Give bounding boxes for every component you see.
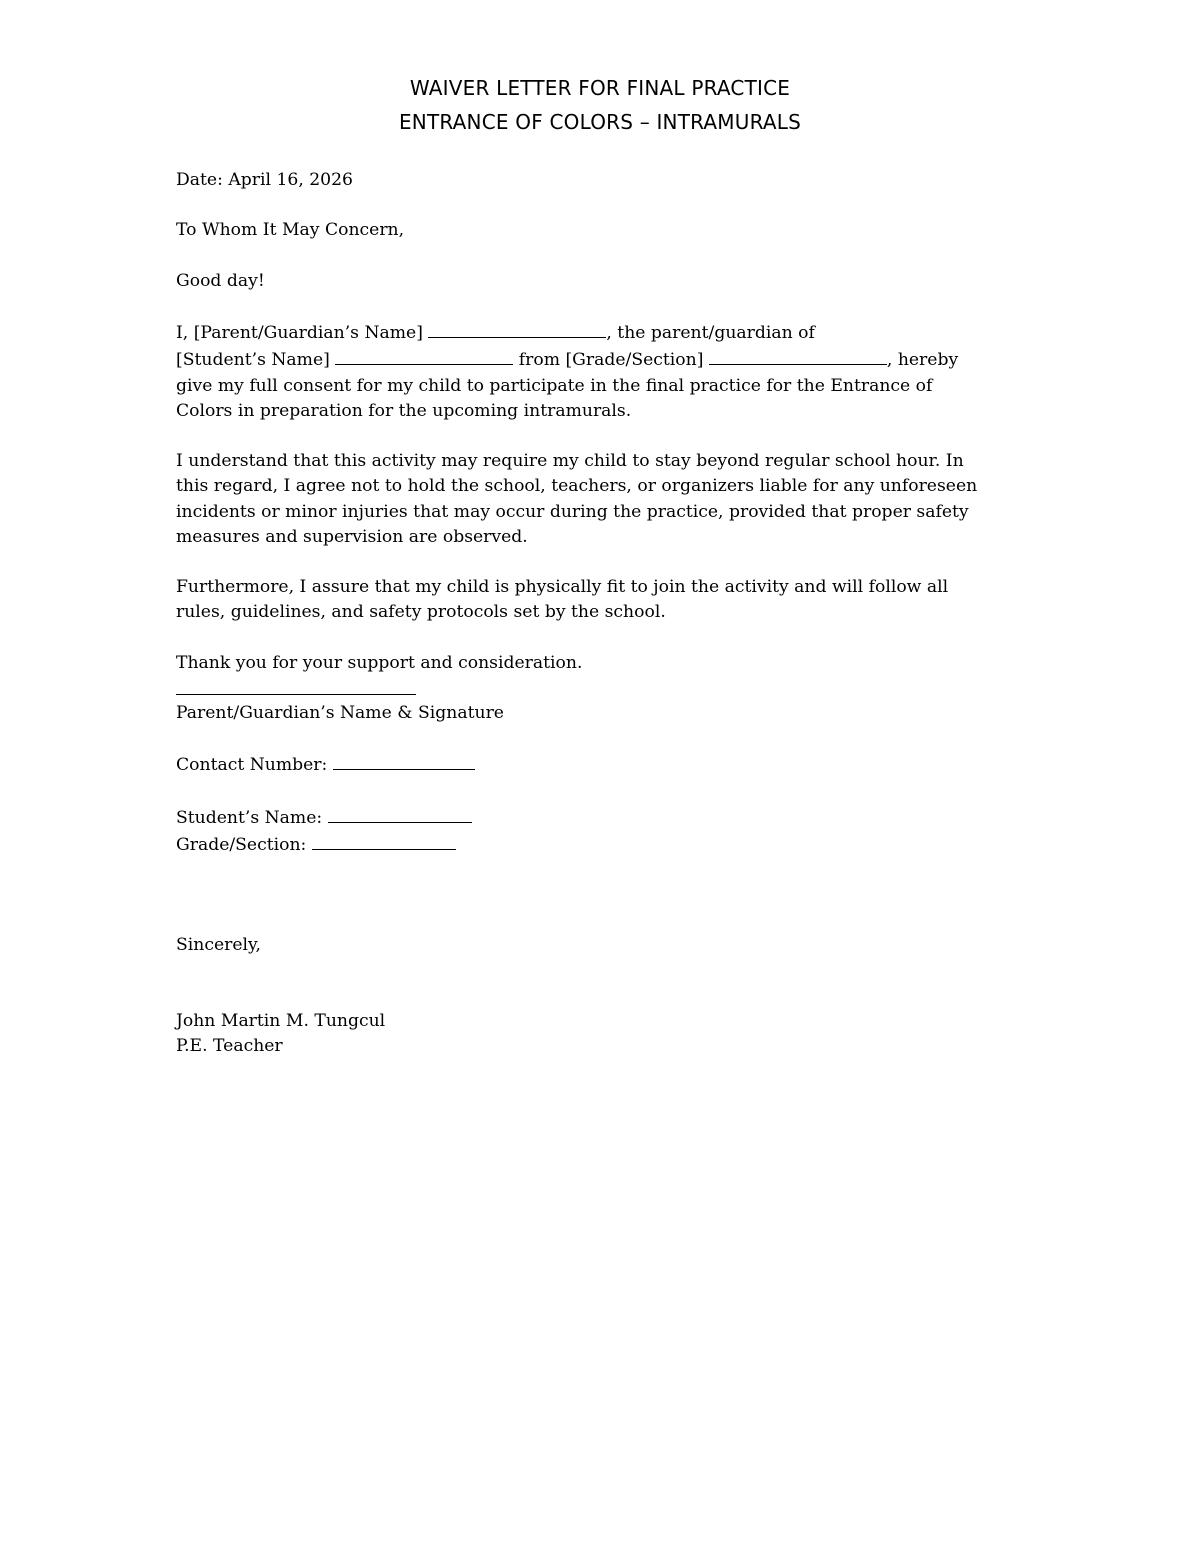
contact-number-blank xyxy=(333,751,475,770)
contact-line xyxy=(176,751,1016,778)
understanding-line-1: I understand that this activity may require my child to stay beyond regular school hour. In xyxy=(176,451,964,472)
spacer xyxy=(176,984,1016,1009)
consent-line-3: give my full consent for my child to participate in the final practice for the Entrance of xyxy=(176,375,933,396)
salutation: To Whom It May Concern, xyxy=(176,220,405,241)
parent-name-placeholder: I, [Parent/Guardian’s Name] xyxy=(176,323,423,344)
closing: Sincerely, xyxy=(176,935,261,956)
grade-section-blank xyxy=(709,346,887,365)
assurance-paragraph xyxy=(176,575,1016,625)
consent-line-1-suffix: , the parent/guardian of xyxy=(606,323,815,344)
date-line: Date: April 16, 2026 xyxy=(176,170,353,190)
signature-line xyxy=(176,694,416,695)
signer-name: John Martin M. Tungcul xyxy=(176,1010,386,1031)
greeting: Good day! xyxy=(176,270,265,291)
grade-section-placeholder: from [Grade/Section] xyxy=(518,350,704,371)
understanding-paragraph xyxy=(176,449,1016,550)
parent-name-blank xyxy=(428,319,606,338)
consent-line-1 xyxy=(176,319,1016,346)
understanding-line-4: measures and supervision are observed. xyxy=(176,526,528,547)
understanding-line-2: this regard, I agree not to hold the school, teachers, or organizers liable for any unforeseen xyxy=(176,476,978,497)
consent-paragraph xyxy=(176,319,1016,424)
assurance-line-2: rules, guidelines, and safety protocols set by the school. xyxy=(176,602,666,623)
signer-title: P.E. Teacher xyxy=(176,1035,283,1056)
contact-label: Contact Number: xyxy=(176,755,328,776)
letter-title: WAIVER LETTER FOR FINAL PRACTICE xyxy=(409,76,791,100)
consent-line-4: Colors in preparation for the upcoming intramurals. xyxy=(176,400,632,421)
student-name-placeholder: [Student’s Name] xyxy=(176,350,330,371)
understanding-line-3: incidents or minor injuries that may occur during the practice, provided that proper safety xyxy=(176,501,969,522)
student-name-line xyxy=(176,804,1016,831)
thanks-line: Thank you for your support and consideration. xyxy=(176,652,583,673)
student-name-blank xyxy=(335,346,513,365)
spacer xyxy=(176,883,1016,933)
student-name-label: Student’s Name: xyxy=(176,807,323,828)
consent-line-2 xyxy=(176,346,1016,373)
signature-label: Parent/Guardian’s Name & Signature xyxy=(176,702,504,723)
grade-section-label: Grade/Section: xyxy=(176,834,307,855)
assurance-line-1: Furthermore, I assure that my child is physically fit to join the activity and will follow all xyxy=(176,577,949,598)
signer-block xyxy=(176,1009,1016,1059)
grade-section-field-blank xyxy=(312,831,456,850)
letter-subtitle: ENTRANCE OF COLORS – INTRAMURALS xyxy=(398,110,802,134)
student-name-field-blank xyxy=(328,804,472,823)
consent-line-2-suffix: , hereby xyxy=(886,350,959,371)
letter-body xyxy=(176,168,1016,1084)
grade-section-line xyxy=(176,831,1016,858)
student-info xyxy=(176,804,1016,858)
